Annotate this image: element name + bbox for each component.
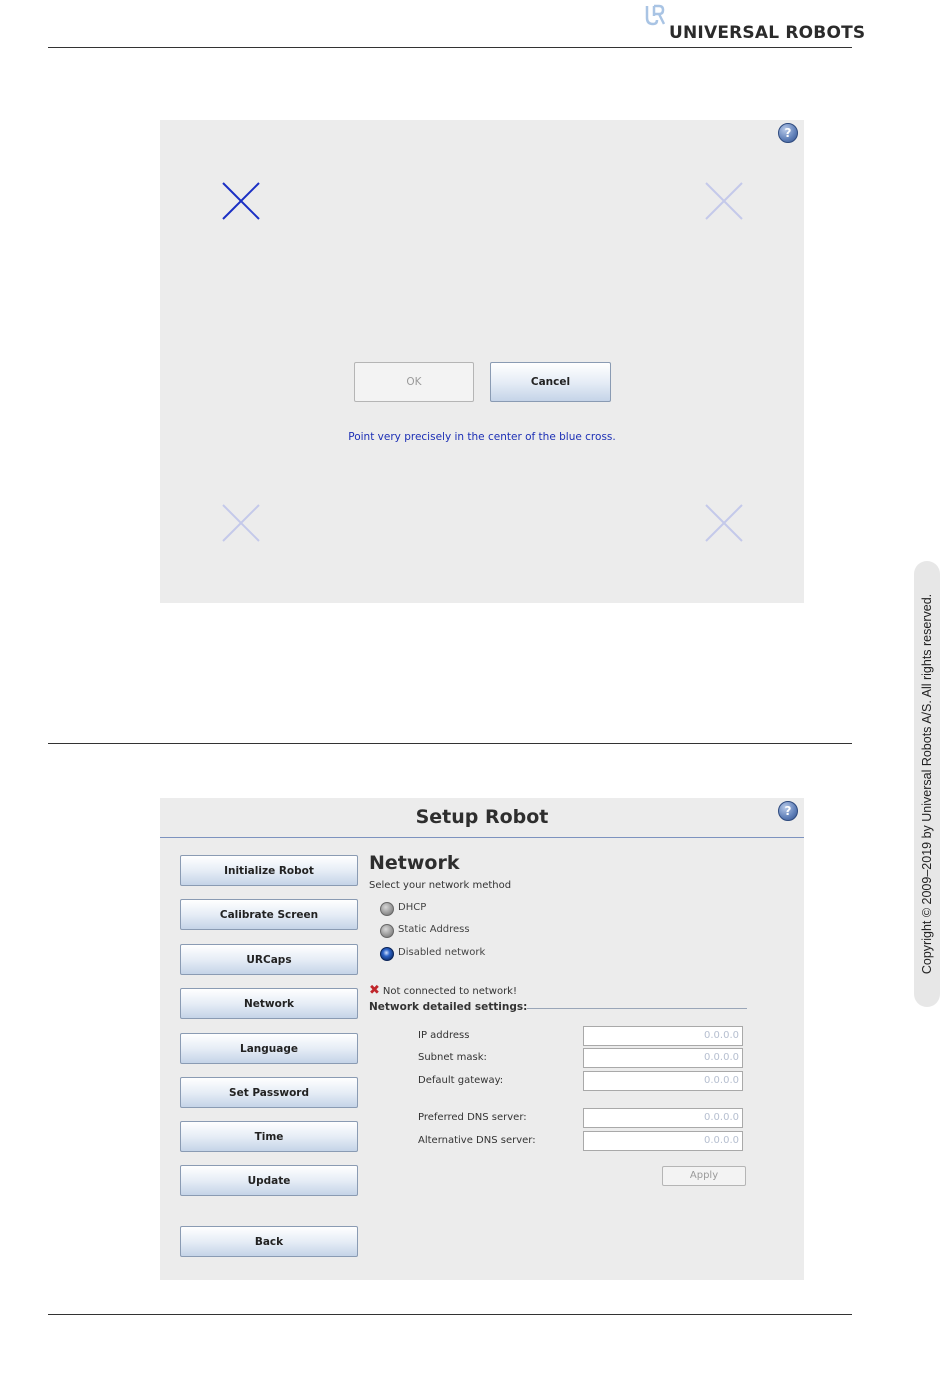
subnet-mask-field[interactable]: 0.0.0.0 (583, 1048, 743, 1068)
brand-name: UNIVERSAL ROBOTS (669, 23, 866, 43)
alternative-dns-field[interactable]: 0.0.0.0 (583, 1131, 743, 1151)
apply-button[interactable]: Apply (662, 1166, 746, 1186)
back-button[interactable]: Back (180, 1226, 358, 1257)
urcaps-button[interactable]: URCaps (180, 944, 358, 975)
calibration-cross-bottom-right (705, 504, 743, 542)
details-heading: Network detailed settings: (369, 1001, 528, 1013)
network-status-text: Not connected to network! (382, 986, 517, 997)
universal-robots-logo (645, 4, 866, 44)
dhcp-label: DHCP (398, 902, 427, 913)
footer-rule (48, 1314, 852, 1315)
calibration-cross-bottom-left (222, 504, 260, 542)
language-button[interactable]: Language (180, 1033, 358, 1064)
radio-button-selected[interactable] (380, 947, 394, 961)
network-status (369, 983, 517, 998)
ip-address-field[interactable]: 0.0.0.0 (583, 1026, 743, 1046)
cancel-button[interactable]: Cancel (490, 362, 611, 402)
active-calibration-cross (222, 182, 260, 220)
radio-button[interactable] (380, 924, 394, 938)
calibration-screen (160, 120, 804, 603)
set-password-button[interactable]: Set Password (180, 1077, 358, 1108)
title-divider (160, 837, 804, 838)
help-icon[interactable]: ? (778, 123, 798, 143)
preferred-dns-field[interactable]: 0.0.0.0 (583, 1108, 743, 1128)
calibration-cross-top-right (705, 182, 743, 220)
help-icon[interactable]: ? (778, 801, 798, 821)
static-address-label: Static Address (398, 924, 470, 935)
network-button[interactable]: Network (180, 988, 358, 1019)
details-divider (527, 1008, 747, 1009)
error-x-icon: ✖ (369, 983, 380, 998)
ur-logo-icon (645, 4, 665, 28)
calibration-instruction: Point very precisely in the center of the blue cross. (348, 431, 616, 443)
copyright-text: Copyright © 2009–2019 by Universal Robots A/S. All rights reserved. (920, 593, 934, 975)
ip-address-label: IP address (418, 1030, 470, 1041)
network-subtitle: Select your network method (369, 880, 512, 891)
radio-button[interactable] (380, 902, 394, 916)
alternative-dns-label: Alternative DNS server: (418, 1135, 536, 1146)
preferred-dns-label: Preferred DNS server: (418, 1112, 527, 1123)
page-title: Setup Robot (415, 806, 549, 828)
network-title: Network (369, 852, 460, 874)
update-button[interactable]: Update (180, 1165, 358, 1196)
ok-button[interactable]: OK (354, 362, 474, 402)
calibrate-screen-button[interactable]: Calibrate Screen (180, 899, 358, 930)
default-gateway-field[interactable]: 0.0.0.0 (583, 1071, 743, 1091)
time-button[interactable]: Time (180, 1121, 358, 1152)
header-rule (48, 47, 852, 48)
disabled-network-label: Disabled network (398, 947, 486, 958)
setup-robot-screen (160, 798, 804, 1280)
copyright-tab (914, 561, 940, 1007)
initialize-robot-button[interactable]: Initialize Robot (180, 855, 358, 886)
subnet-mask-label: Subnet mask: (418, 1052, 487, 1063)
default-gateway-label: Default gateway: (418, 1075, 504, 1086)
section-rule (48, 743, 852, 744)
